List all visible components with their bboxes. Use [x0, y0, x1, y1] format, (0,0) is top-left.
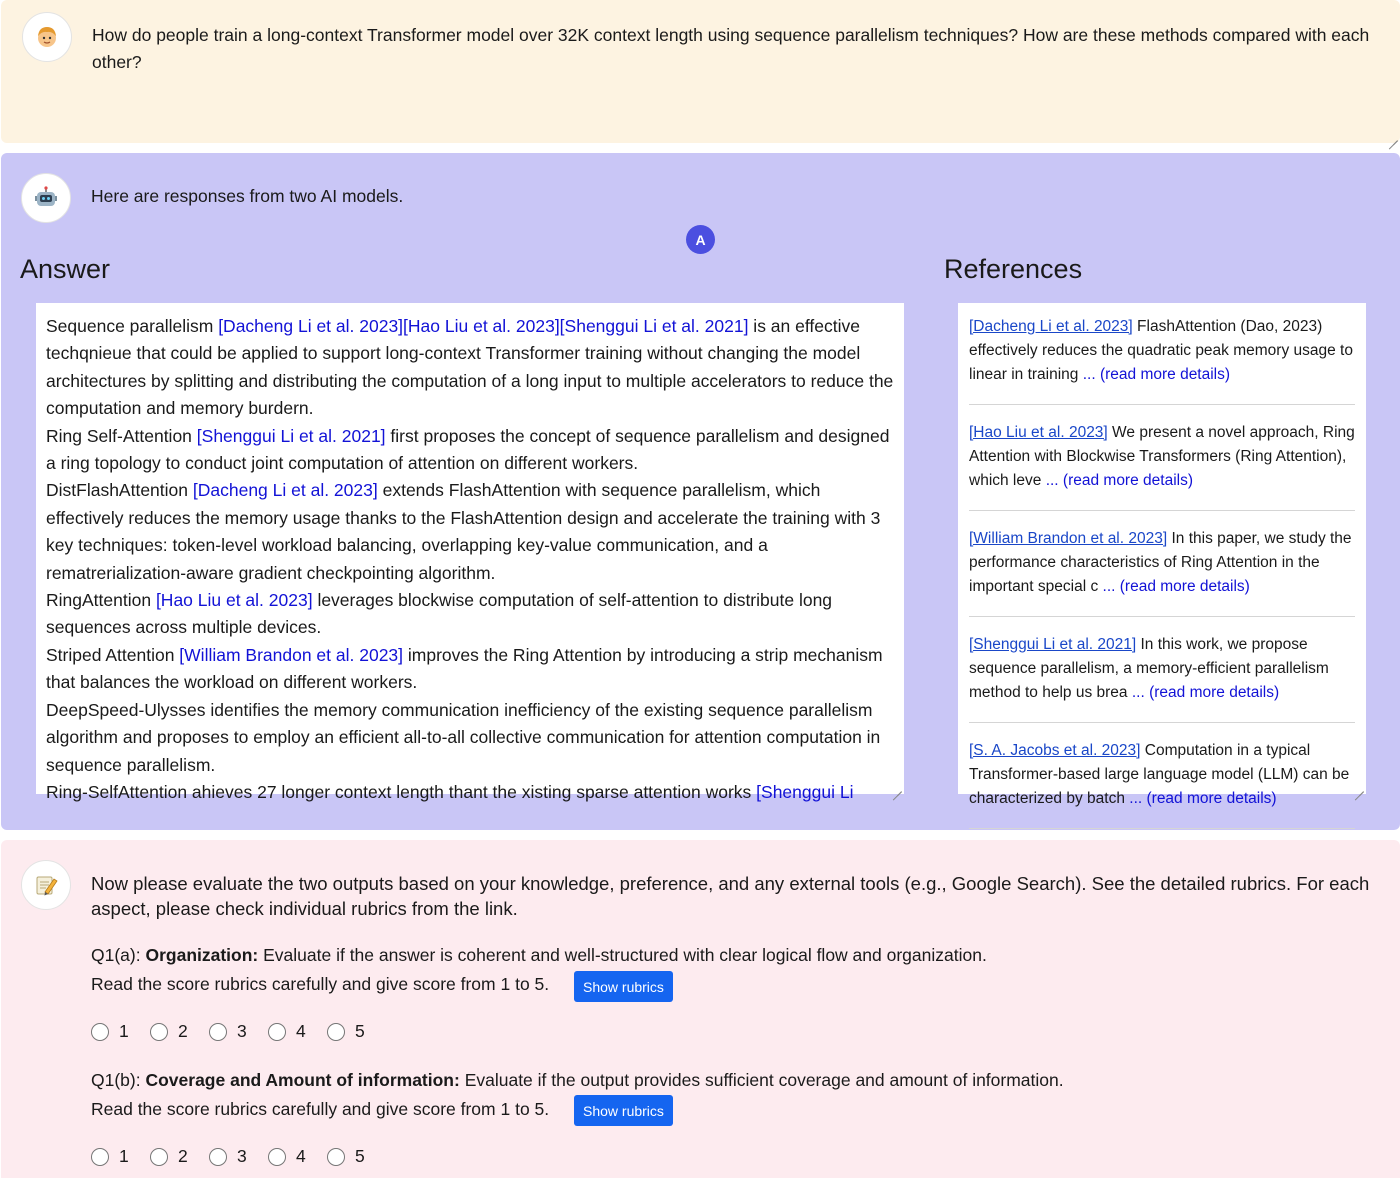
reference-snippet: We present a novel approach, Ring Attention with Blockwise Transformers (Ring Attention), which leve [969, 424, 1355, 489]
question-prefix: Q1(a): [91, 945, 146, 965]
radio-button[interactable] [268, 1023, 286, 1041]
reference-item [969, 311, 1355, 405]
citation-link[interactable]: [Shenggui Li et al. 2021] [196, 425, 386, 446]
score-option[interactable]: 2 [150, 1021, 209, 1042]
score-option[interactable]: 3 [209, 1021, 268, 1042]
radio-button[interactable] [209, 1148, 227, 1166]
radio-button[interactable] [150, 1023, 168, 1041]
user-question-panel[interactable] [1, 0, 1400, 143]
score-options-1a [91, 1021, 386, 1042]
answer-text: improves the Ring Attention by introducing a strip mechanism that balances the workload on different workers. [46, 644, 883, 693]
read-more-link[interactable]: ... (read more details) [1131, 684, 1280, 701]
responses-intro: Here are responses from two AI models. [91, 186, 404, 206]
question-title: Organization: [145, 945, 259, 965]
question-1a-instruction: Read the score rubrics carefully and give score from 1 to 5. [91, 974, 550, 994]
answer-text: Ring-SelfAttention ahieves 27 longer context length thant the xisting sparse attention works [46, 781, 757, 802]
reference-citation-link[interactable]: [Hao Liu et al. 2023] [969, 424, 1108, 441]
reference-snippet: Computation in a typical Transformer-based large language model (LLM) can be characterized by batch [969, 742, 1350, 807]
radio-button[interactable] [327, 1023, 345, 1041]
reference-item [969, 417, 1355, 511]
radio-button[interactable] [91, 1148, 109, 1166]
answer-text: is an effective techqnieue that could be applied to support long-context Transformer training without changing the model architectures by splitting and distributing the computation of a long input to multiple accelerators to reduce the computation and memory burdern. [46, 316, 894, 419]
answer-text: DistFlashAttention [46, 480, 193, 501]
person-face-icon [22, 12, 72, 62]
answer-text: extends FlashAttention with sequence parallelism, which effectively reduces the memory usage thanks to the FlashAttention design and accelerate the training with 3 key techniques: token-level workload balancing, overlapping key-value communication, and a rematrerialization-aware gradient checkpointing algorithm. [46, 480, 881, 583]
model-badge: A [686, 225, 715, 254]
memo-pencil-icon [21, 860, 71, 910]
radio-button[interactable] [209, 1023, 227, 1041]
citation-link[interactable]: [Dacheng Li et al. 2023][Hao Liu et al. 2023][Shenggui Li et al. 2021] [218, 316, 749, 336]
reference-snippet: In this paper, we study the performance characteristics of Ring Attention in the important special c [969, 530, 1352, 595]
answer-text: Ring Self-Attention [46, 425, 197, 446]
answer-text: leverages blockwise computation of self-attention to distribute long sequences across multiple devices. [46, 590, 833, 638]
answer-text: Striped Attention [46, 644, 180, 665]
answer-paragraph [46, 423, 894, 478]
score-option[interactable]: 1 [91, 1021, 150, 1042]
answer-textarea[interactable] [36, 303, 904, 802]
question-1b [91, 1070, 1064, 1091]
question-description: Evaluate if the answer is coherent and well-structured with clear logical flow and organization. [258, 945, 987, 965]
score-option[interactable]: 2 [150, 1146, 209, 1167]
radio-button[interactable] [268, 1148, 286, 1166]
reference-citation-link[interactable]: [Shenggui Li et al. 2021] [969, 636, 1137, 653]
score-option[interactable]: 5 [327, 1146, 386, 1167]
answer-paragraph [46, 477, 894, 587]
references-resize-handle[interactable] [1354, 782, 1364, 792]
reference-snippet: FlashAttention (Dao, 2023) effectively reduces the quadratic peak memory usage to linear in training [969, 318, 1353, 383]
answer-heading: Answer [20, 254, 111, 284]
references-heading: References [944, 254, 1083, 284]
reference-citation-link[interactable]: [S. A. Jacobs et al. 2023] [969, 742, 1141, 759]
citation-link[interactable]: [Hao Liu et al. 2023] [155, 590, 313, 611]
citation-link[interactable]: [Shenggui Li [756, 781, 854, 802]
score-option[interactable]: 1 [91, 1146, 150, 1167]
question-title: Coverage and Amount of information: [145, 1070, 460, 1090]
answer-paragraph [46, 697, 894, 779]
answer-text: RingAttention [46, 590, 156, 611]
answer-resize-handle[interactable] [892, 782, 902, 792]
show-rubrics-button-1b[interactable]: Show rubrics [574, 1095, 673, 1126]
question-text: How do people train a long-context Transformer model over 32K context length using sequence parallelism techniques? How are these methods compared with each other? [92, 25, 1370, 72]
reference-item [969, 629, 1355, 723]
reference-item [969, 735, 1355, 829]
question-1a [91, 945, 987, 966]
score-option[interactable]: 3 [209, 1146, 268, 1167]
score-option[interactable]: 5 [327, 1021, 386, 1042]
show-rubrics-button-1a[interactable]: Show rubrics [574, 971, 673, 1002]
score-option[interactable]: 4 [268, 1146, 327, 1167]
reference-item [969, 523, 1355, 617]
answer-text: Sequence parallelism [46, 316, 219, 336]
reference-citation-link[interactable]: [William Brandon et al. 2023] [969, 530, 1168, 547]
radio-button[interactable] [150, 1148, 168, 1166]
reference-snippet: In this work, we propose sequence parallelism, a memory-efficient parallelism method to help us brea [969, 636, 1329, 701]
answer-text: first proposes the concept of sequence parallelism and designed a ring topology to conduct joint computation of attention on different workers. [46, 425, 890, 474]
read-more-link[interactable]: ... (read more details) [1129, 790, 1277, 807]
question-description: Evaluate if the output provides sufficient coverage and amount of information. [459, 1070, 1064, 1090]
read-more-link[interactable]: ... (read more details) [1082, 366, 1231, 383]
radio-button[interactable] [327, 1148, 345, 1166]
answer-paragraph [46, 313, 894, 423]
score-options-1b [91, 1146, 386, 1167]
score-option[interactable]: 4 [268, 1021, 327, 1042]
citation-link[interactable]: [Dacheng Li et al. 2023] [192, 480, 378, 501]
question-1b-instruction: Read the score rubrics carefully and give score from 1 to 5. [91, 1099, 550, 1119]
answer-paragraph [46, 587, 894, 642]
read-more-link[interactable]: ... (read more details) [1045, 472, 1193, 489]
radio-button[interactable] [91, 1023, 109, 1041]
reference-citation-link[interactable]: [Dacheng Li et al. 2023] [969, 318, 1133, 335]
answer-paragraph [46, 779, 894, 806]
citation-link[interactable]: [William Brandon et al. 2023] [179, 644, 404, 665]
evaluation-instructions: Now please evaluate the two outputs based on your knowledge, preference, and any external tools (e.g., Google Search). See the detailed rubrics. For each aspect, please check individual rubrics from the link. [91, 873, 1370, 919]
resize-handle[interactable] [1388, 131, 1398, 141]
references-list[interactable] [958, 303, 1366, 807]
question-prefix: Q1(b): [91, 1070, 146, 1090]
read-more-link[interactable]: ... (read more details) [1102, 578, 1250, 595]
answer-paragraph [46, 642, 894, 697]
answer-text: DeepSpeed-Ulysses identifies the memory communication inefficiency of the existing sequence parallelism algorithm and proposes to employ an efficient all-to-all collective communication for attention computation in sequence parallelism. [46, 699, 881, 775]
robot-face-icon [21, 173, 71, 223]
